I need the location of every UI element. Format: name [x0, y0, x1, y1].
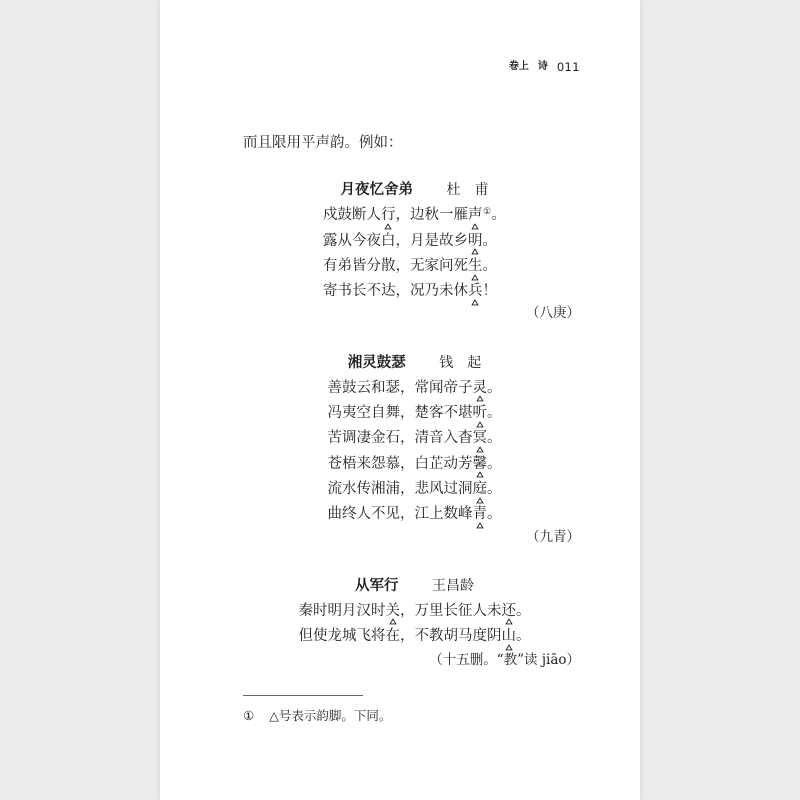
poem-line: 冯夷空自舞，楚客不堪听 。 [328, 401, 502, 426]
rhyme-char: 青 [473, 502, 488, 527]
rhyme-char: 兵 [468, 279, 483, 304]
poem-line: 但使龙城飞将在，不教胡马度阴山 。 [299, 624, 531, 649]
poem-line: 戍鼓断人行 ，边秋一雁声 ①。 [323, 203, 506, 228]
poem-body [243, 203, 580, 304]
poem-body [243, 376, 580, 528]
footnote-ref: ① [482, 206, 492, 217]
rhyme-char: 山 [502, 624, 517, 649]
poem-heading [246, 573, 583, 599]
footnote-divider [243, 695, 363, 696]
rhyme-mark-icon [389, 619, 396, 625]
header-section: 诗 [537, 61, 548, 72]
footnote-text: △号表示韵脚。下同。 [269, 708, 392, 723]
poem-line: 曲终人不见，江上数峰青 。 [328, 502, 502, 527]
book-page [160, 0, 640, 800]
rhyme-char: 还 [502, 599, 517, 624]
rhyme-char: 生 [468, 254, 483, 279]
page-number: 011 [556, 60, 580, 74]
poem-author: 杜甫 [446, 182, 503, 198]
poem-title: 月夜忆舍弟 [340, 181, 413, 198]
poem [243, 177, 580, 304]
rhyme-char: 关 [386, 599, 401, 624]
poem-lines [323, 203, 506, 304]
poem-heading [246, 350, 583, 376]
rhyme-char: 灵 [473, 376, 488, 401]
poem-author: 钱起 [439, 354, 496, 371]
footnote-marker: ① [243, 708, 255, 723]
poem-line: 善鼓云和瑟，常闻帝子灵 。 [328, 376, 502, 401]
poem-line: 流水传湘浦，悲风过洞庭 。 [328, 477, 502, 502]
intro-paragraph: 而且限用平声韵。例如： [243, 135, 403, 151]
rhyme-char: 听 [473, 401, 488, 426]
header-volume: 卷上 [508, 61, 529, 72]
poem-line: 苦调凄金石，清音入杳冥 。 [328, 426, 502, 451]
poem-heading [246, 177, 583, 203]
poem-line: 寄书长不达，况乃未休兵 ！ [323, 279, 506, 304]
rhyme-group-note: （十五删。“教”读 jiāo） [429, 651, 580, 668]
rhyme-group-note: （九青） [526, 528, 580, 545]
rhyme-char: 行 [381, 203, 396, 228]
poem-lines [328, 376, 502, 528]
poem-lines [299, 599, 531, 650]
poem-line: 有弟皆分散，无家问死生 。 [323, 254, 506, 279]
poem-line: 苍梧来怨慕，白芷动芳馨 。 [328, 452, 502, 477]
rhyme-char: 明 [468, 229, 483, 254]
poem-title: 从军行 [354, 576, 399, 594]
poem [243, 350, 580, 528]
rhyme-char: 庭 [473, 477, 488, 502]
poem-line: 秦时明月汉时关 ，万里长征人未还 。 [299, 599, 531, 624]
rhyme-char: 馨 [473, 452, 488, 477]
footnote [243, 706, 391, 726]
poem [243, 573, 580, 650]
poem-title: 湘灵鼓瑟 [347, 353, 406, 371]
running-header [509, 59, 580, 75]
rhyme-char: 冥 [473, 426, 488, 451]
poem-body [243, 599, 580, 650]
rhyme-group-note: （八庚） [526, 304, 580, 321]
poem-line: 露从今夜白，月是故乡明 。 [323, 229, 506, 254]
rhyme-mark-icon [385, 223, 392, 229]
rhyme-char: 声 [468, 203, 483, 228]
poem-author: 王昌龄 [432, 577, 475, 594]
